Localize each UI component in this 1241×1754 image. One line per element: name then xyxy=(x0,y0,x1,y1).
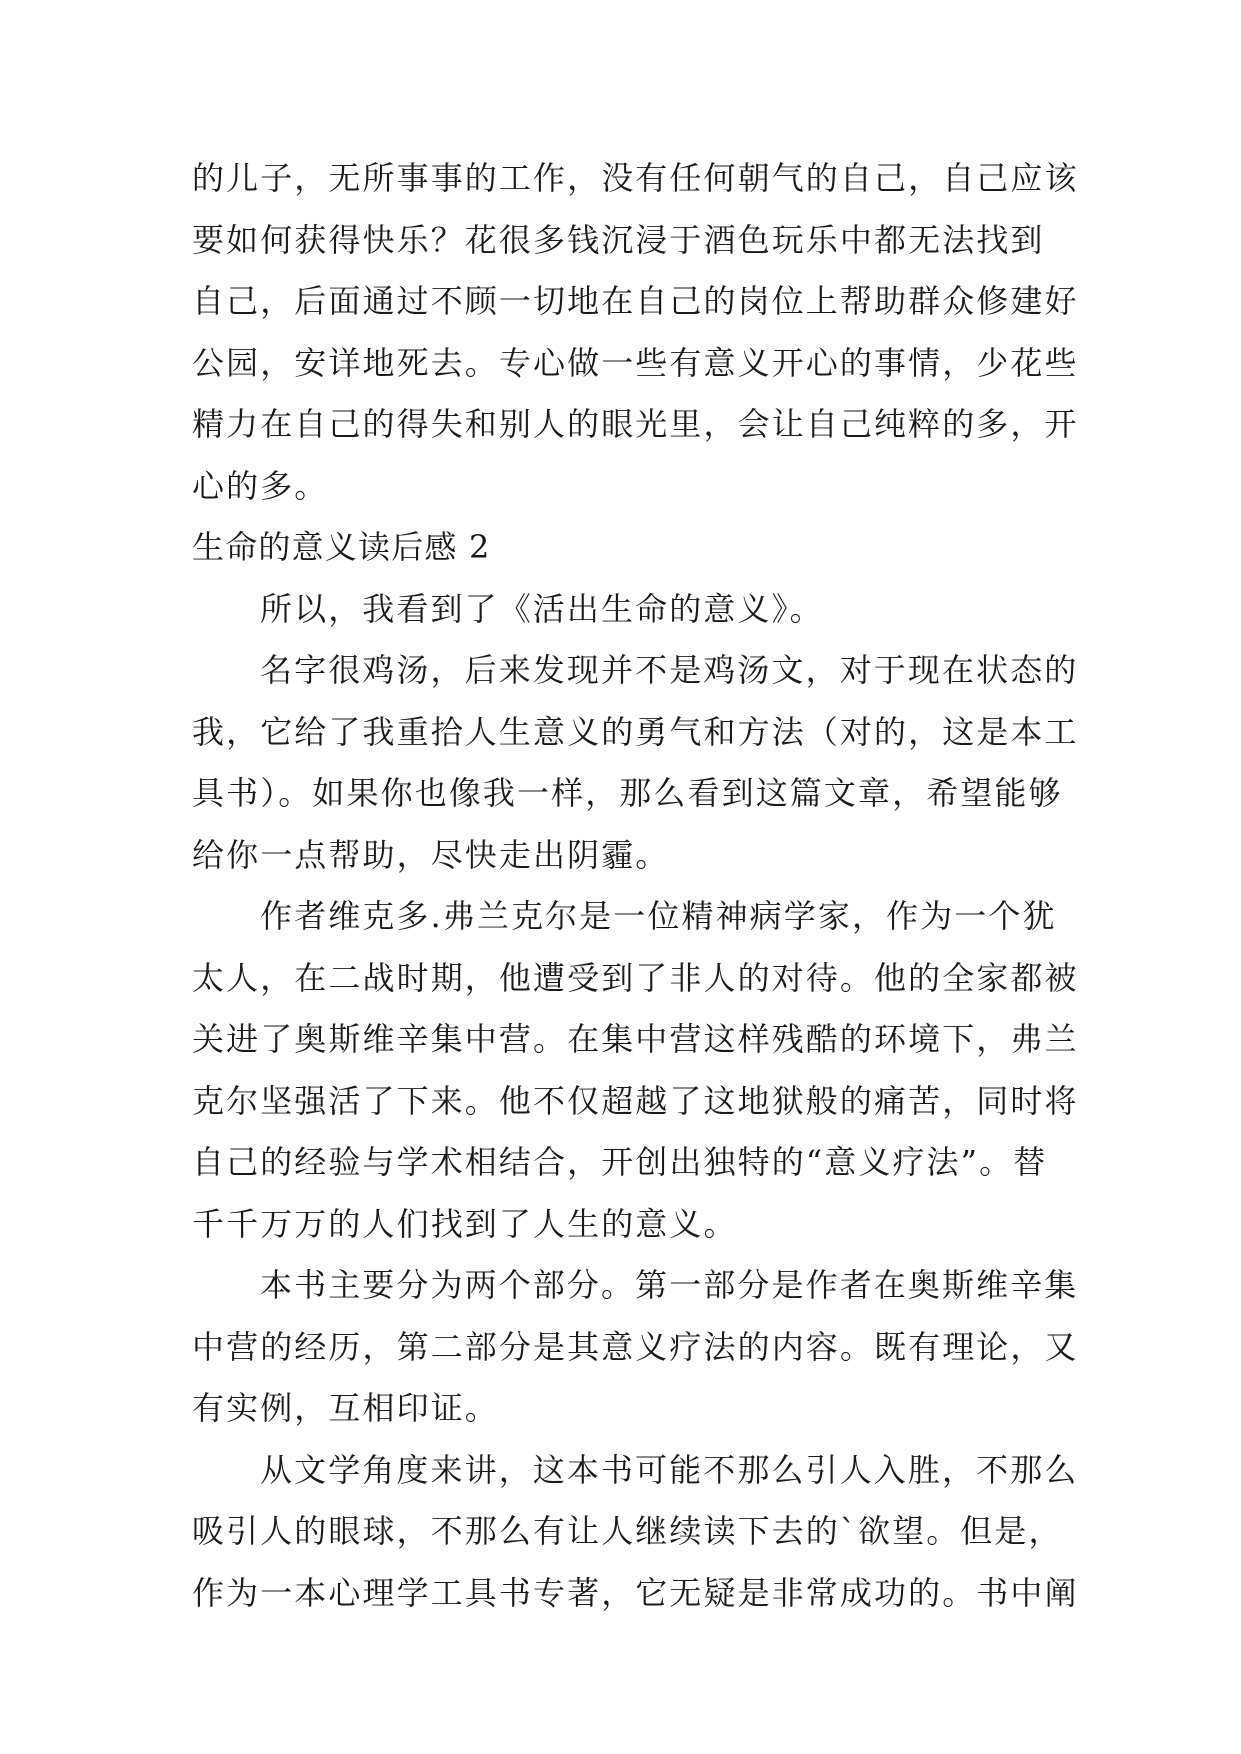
paragraph-line: 名字很鸡汤，后来发现并不是鸡汤文，对于现在状态的 xyxy=(260,651,1079,689)
paragraph-line: 我，它给了我重拾人生意义的勇气和方法（对的，这是本工 xyxy=(192,712,1079,751)
paragraph-line: 所以，我看到了《活出生命的意义》。 xyxy=(260,589,824,628)
text-line: 心的多。 xyxy=(192,466,329,505)
text-line: 自己，后面通过不顾一切地在自己的岗位上帮助群众修建好 xyxy=(192,282,1079,320)
paragraph-line: 太人，在二战时期，他遭受到了非人的对待。他的全家都被 xyxy=(192,958,1079,997)
paragraph-line: 给你一点帮助，尽快走出阴霾。 xyxy=(192,835,670,874)
paragraph-line: 具书）。如果你也像我一样，那么看到这篇文章，希望能够 xyxy=(192,774,1063,812)
section-heading: 生命的意义读后感 2 xyxy=(192,528,491,566)
paragraph-line: 自己的经验与学术相结合，开创出独特的“意义疗法”。替 xyxy=(192,1143,1048,1181)
paragraph-line: 吸引人的眼球，不那么有让人继续读下去的`欲望。但是， xyxy=(192,1512,1063,1550)
paragraph-line: 从文学角度来讲，这本书可能不那么引人入胜，不那么 xyxy=(260,1450,1079,1489)
paragraph-line: 千千万万的人们找到了人生的意义。 xyxy=(192,1204,738,1243)
paragraph-line: 关进了奥斯维辛集中营。在集中营这样残酷的环境下，弗兰 xyxy=(192,1020,1079,1058)
text-line: 精力在自己的得失和别人的眼光里，会让自己纯粹的多，开 xyxy=(192,405,1079,443)
text-line: 要如何获得快乐？花很多钱沉浸于酒色玩乐中都无法找到 xyxy=(192,220,1045,259)
paragraph-line: 中营的经历，第二部分是其意义疗法的内容。既有理论，又 xyxy=(192,1327,1079,1366)
document-body xyxy=(192,148,1079,1624)
text-line: 的儿子，无所事事的工作，没有任何朝气的自己，自己应该 xyxy=(192,159,1079,197)
paragraph-line: 有实例，互相印证。 xyxy=(192,1389,499,1427)
paragraph-line: 作者维克多.弗兰克尔是一位精神病学家，作为一个犹 xyxy=(260,897,1057,935)
paragraph-line: 作为一本心理学工具书专著，它无疑是非常成功的。书中阐 xyxy=(192,1573,1079,1612)
paragraph-line: 本书主要分为两个部分。第一部分是作者在奥斯维辛集 xyxy=(260,1266,1079,1304)
paragraph-line: 克尔坚强活了下来。他不仅超越了这地狱般的痛苦，同时将 xyxy=(192,1081,1079,1120)
text-line: 公园，安详地死去。专心做一些有意义开心的事情，少花些 xyxy=(192,343,1079,382)
